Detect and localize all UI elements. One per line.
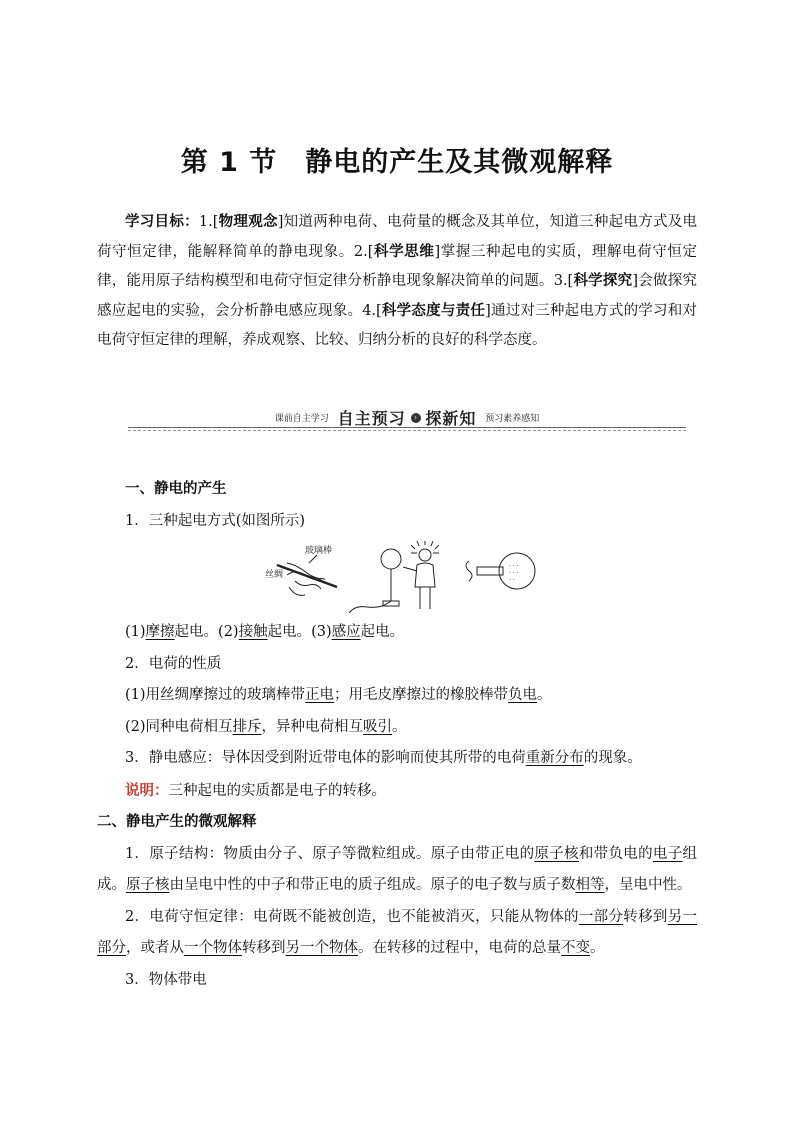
contact-illustration xyxy=(349,549,401,613)
answer-blank: 另一部分 xyxy=(97,908,698,956)
item-properties: 2．电荷的性质 xyxy=(125,655,222,672)
answer-blank: 吸引 xyxy=(363,718,393,735)
answer-blank: 一部分 xyxy=(578,908,624,925)
learning-objectives xyxy=(97,208,697,356)
answer-blank: 一个物体 xyxy=(184,940,242,956)
note xyxy=(97,775,697,808)
property-1: (1)用丝绸摩擦过的玻璃棒带正电；用毛皮摩擦过的橡胶棒带负电。 xyxy=(125,687,552,703)
banner-right-text: 预习素养感知 xyxy=(485,414,540,424)
induction-illustration xyxy=(466,553,535,589)
arrow-icon: › xyxy=(411,413,421,423)
rod-label: 玻璃棒 xyxy=(305,546,333,556)
objectives-text: ]掌握三种起电的实质，理解电荷守恒定律，能用原子结构模型和电荷守恒定律分析静电现象解决简单的问题。3.[ xyxy=(97,243,698,289)
answer-blank: 负电 xyxy=(508,687,538,703)
answer-blank: 电子 xyxy=(652,845,683,862)
friction-illustration xyxy=(265,544,337,595)
charge-conservation: 2．电荷守恒定律：电荷既不能被创造，也不能被消灭，只能从物体的一部分转移到另一部分，或者从一个物体转移到另一个物体。在转移的过程中，电荷的总量不变。 xyxy=(97,908,698,956)
silk-label: 丝绸 xyxy=(265,570,284,580)
object-charging: 3．物体带电 xyxy=(125,971,207,988)
section-heading-2: 二、静电产生的微观解释 xyxy=(97,814,257,830)
objectives-text: ]通过对三种起电方式的学习和对电荷守恒定律的理解，养成观察、比较、归纳分析的良好的科学态度。 xyxy=(97,302,698,348)
svg-text:· ·: · · xyxy=(509,577,515,584)
banner-main-text: 自主预习 xyxy=(337,409,406,428)
person-illustration xyxy=(403,541,439,609)
banner-rule-dashed xyxy=(128,430,686,431)
svg-text:· · ·: · · · xyxy=(509,563,519,570)
objective-keyword: 科学探究 xyxy=(573,273,633,289)
note-text: 三种起电的实质都是电子的转移。 xyxy=(168,782,386,799)
charging-methods-figure xyxy=(97,541,697,613)
electrostatic-induction: 3．静电感应：导体因受到附近带电体的影响而使其所带的电荷重新分布的现象。 xyxy=(125,750,642,766)
answer-blank: 正电 xyxy=(305,687,335,703)
answer-blank: 摩擦 xyxy=(145,624,175,640)
objectives-text: ]会做探究感应起电的实验，会分析静电感应现象。4.[ xyxy=(97,273,697,319)
answer-blank: 原子核 xyxy=(126,877,170,893)
objective-keyword: 科学思维 xyxy=(373,243,435,260)
page-title: 第 1 节 静电的产生及其微观解释 xyxy=(180,147,614,178)
objectives-text: 1.[ xyxy=(198,214,219,230)
section-heading-1: 一、静电的产生 xyxy=(125,481,227,497)
note-label: 说明： xyxy=(125,781,169,799)
atomic-structure: 1．原子结构：物质由分子、原子等微粒组成。原子由带正电的原子核和带负电的电子组成。原子核由呈电中性的中子和带正电的质子组成。原子的电子数与质子数相等，呈电中性。 xyxy=(97,845,698,893)
item-methods: 1．三种起电方式(如图所示) xyxy=(125,512,306,529)
section-banner xyxy=(128,406,686,432)
banner-left-text: 课前自主学习 xyxy=(274,414,329,424)
objective-keyword: 科学态度与责任 xyxy=(381,302,486,319)
property-2: (2)同种电荷相互排斥，异种电荷相互吸引。 xyxy=(125,718,407,735)
svg-text:· · ·: · · · xyxy=(509,570,519,577)
objectives-text: ]知道两种电荷、电荷量的概念及其单位，知道三种起电方式及电荷守恒定律，能解释简单的静电现象。2.[ xyxy=(97,214,698,260)
charging-illustration xyxy=(265,541,545,613)
answer-blank: 另一个物体 xyxy=(285,940,358,956)
answer-blank: 重新分布 xyxy=(525,750,584,766)
answer-blank: 感应 xyxy=(331,624,361,640)
answer-blank: 原子核 xyxy=(534,845,579,862)
methods-line: (1)摩擦起电。(2)接触起电。(3)感应起电。 xyxy=(125,624,405,640)
answer-blank: 不变 xyxy=(561,940,590,956)
banner-main-text-2: 探新知 xyxy=(425,409,477,428)
answer-blank: 排斥 xyxy=(232,718,262,735)
answer-blank: 相等 xyxy=(575,877,605,893)
main-content xyxy=(97,474,697,996)
answer-blank: 接触 xyxy=(238,624,268,640)
objectives-label: 学习目标： xyxy=(125,214,199,230)
objective-keyword: 物理观念 xyxy=(218,214,278,230)
